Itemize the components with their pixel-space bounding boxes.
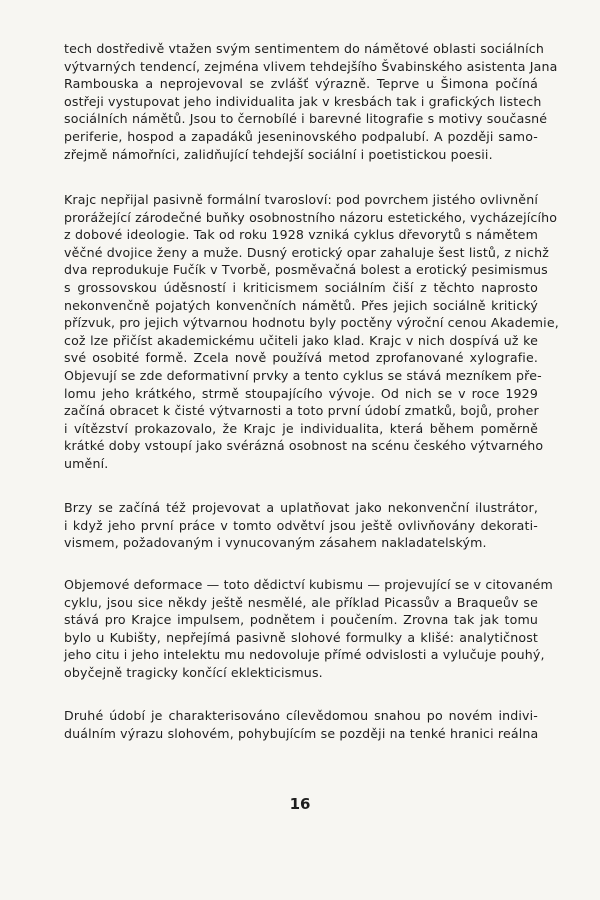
text-line: Krajc nepřijal pasivně formální tvarosloví: pod povrchem jistého ovlivnění: [64, 192, 538, 207]
text-line: své osobité formě. Zcela nově používá metod zprofanované xylografie.: [64, 350, 538, 366]
text-line: jeho citu i jeho intelektu mu nedovoluje přímé odvislosti a vylučuje pouhý,: [64, 647, 545, 663]
page-number: 16: [289, 795, 311, 813]
text-line: přízvuk, pro jejich výtvarnou hodnotu byly poctěny výroční cenou Akademie,: [64, 315, 559, 331]
paragraph-1: [64, 40, 558, 163]
text-line: obyčejně tragicky končící eklekticismus.: [64, 664, 323, 680]
text-line: vismem, požadovaným i vynucovaným zásahem nakladatelským.: [64, 535, 487, 551]
text-line: Brzy se začíná též projevovat a uplatňovat jako nekonvenční ilustrátor,: [64, 500, 538, 515]
text-line: bylo u Kubišty, nepřejímá pasivně slohové formulky a klišé: analytičnost: [64, 629, 538, 645]
text-line: tech dostředivě vtažen svým sentimentem do námětové oblasti sociálních: [64, 41, 544, 56]
text-line: duálním výrazu slohovém, pohybujícím se později na tenké hranici reálna: [64, 725, 539, 741]
text-line: zřejmě námořníci, zalidňující tehdejší sociální i poetistickou poesii.: [64, 146, 493, 162]
text-line: což lze přičíst akademickému učiteli jako klad. Krajc v nich dospívá už ke: [64, 332, 538, 348]
text-line: nekonvenčně pojatých konvenčních námětů. Přes jejich sociálně kritický: [64, 297, 538, 313]
text-line: začíná obracet k čisté výtvarnosti a toto první údobí zmatků, bojů, proher: [64, 403, 539, 419]
text-line: periferie, hospod a zapadáků jeseninovského podpalubí. A později samo-: [64, 128, 538, 144]
text-line: Druhé údobí je charakterisováno cílevědomou snahou po novém indivi-: [64, 708, 538, 723]
text-line: krátké doby vstoupí jako svérázná osobnost na scénu českého výtvarného: [64, 438, 544, 454]
paragraph-3: [64, 499, 538, 552]
text-line: dva reprodukuje Fučík v Tvorbě, posměvačná bolest a erotický pesimismus: [64, 262, 548, 278]
text-line: ostřeji vystupovat jeho individualita jak v kresbách tak i grafických listech: [64, 93, 542, 109]
text-line: cyklu, jsou sice někdy ještě nesmělé, ale příklad Picassův a Braqueův se: [64, 594, 538, 610]
text-line: věčné dvojice ženy a muže. Dusný erotický opar zahaluje šest listů, z nichž: [64, 244, 550, 260]
text-line: výtvarných tendencí, zejména vlivem tehdejšího Švabinského asistenta Jana: [64, 58, 558, 74]
text-line: stává pro Krajce impulsem, podnětem i poučením. Zrovna tak jak tomu: [64, 612, 538, 628]
text-line: Objemové deformace — toto dědictví kubismu — projevující se v citovaném: [64, 577, 553, 592]
text-line: sociálních námětů. Jsou to černobílé i barevné litografie s motivy současné: [64, 111, 548, 127]
text-line: i vítězství prokazovalo, že Krajc je individualita, která během poměrně: [64, 420, 538, 436]
text-line: umění.: [64, 455, 109, 471]
text-line: lomu jeho krátkého, strmě stoupajícího vývoje. Od nich se v roce 1929: [64, 385, 538, 401]
text-line: z dobové ideologie. Tak od roku 1928 vzniká cyklus dřevorytů s námětem: [64, 227, 538, 243]
text-line: Objevují se zde deformativní prvky a tento cyklus se stává mezníkem pře-: [64, 367, 542, 383]
text-line: Rambouska a neprojevoval se zvlášť výrazně. Teprve u Šimona počíná: [64, 76, 538, 92]
paragraph-4: [64, 576, 553, 682]
text-line: s grossovskou úděsností i kriticismem sociálním čiší z těchto naprosto: [64, 279, 538, 295]
paragraph-5: [64, 707, 538, 742]
text-line: i když jeho první práce v tomto odvětví jsou ještě ovlivňovány dekorati-: [64, 517, 538, 533]
paragraph-2: [64, 191, 559, 473]
text-line: prorážející zárodečné buňky osobnostního názoru estetického, vycházejícího: [64, 209, 558, 225]
